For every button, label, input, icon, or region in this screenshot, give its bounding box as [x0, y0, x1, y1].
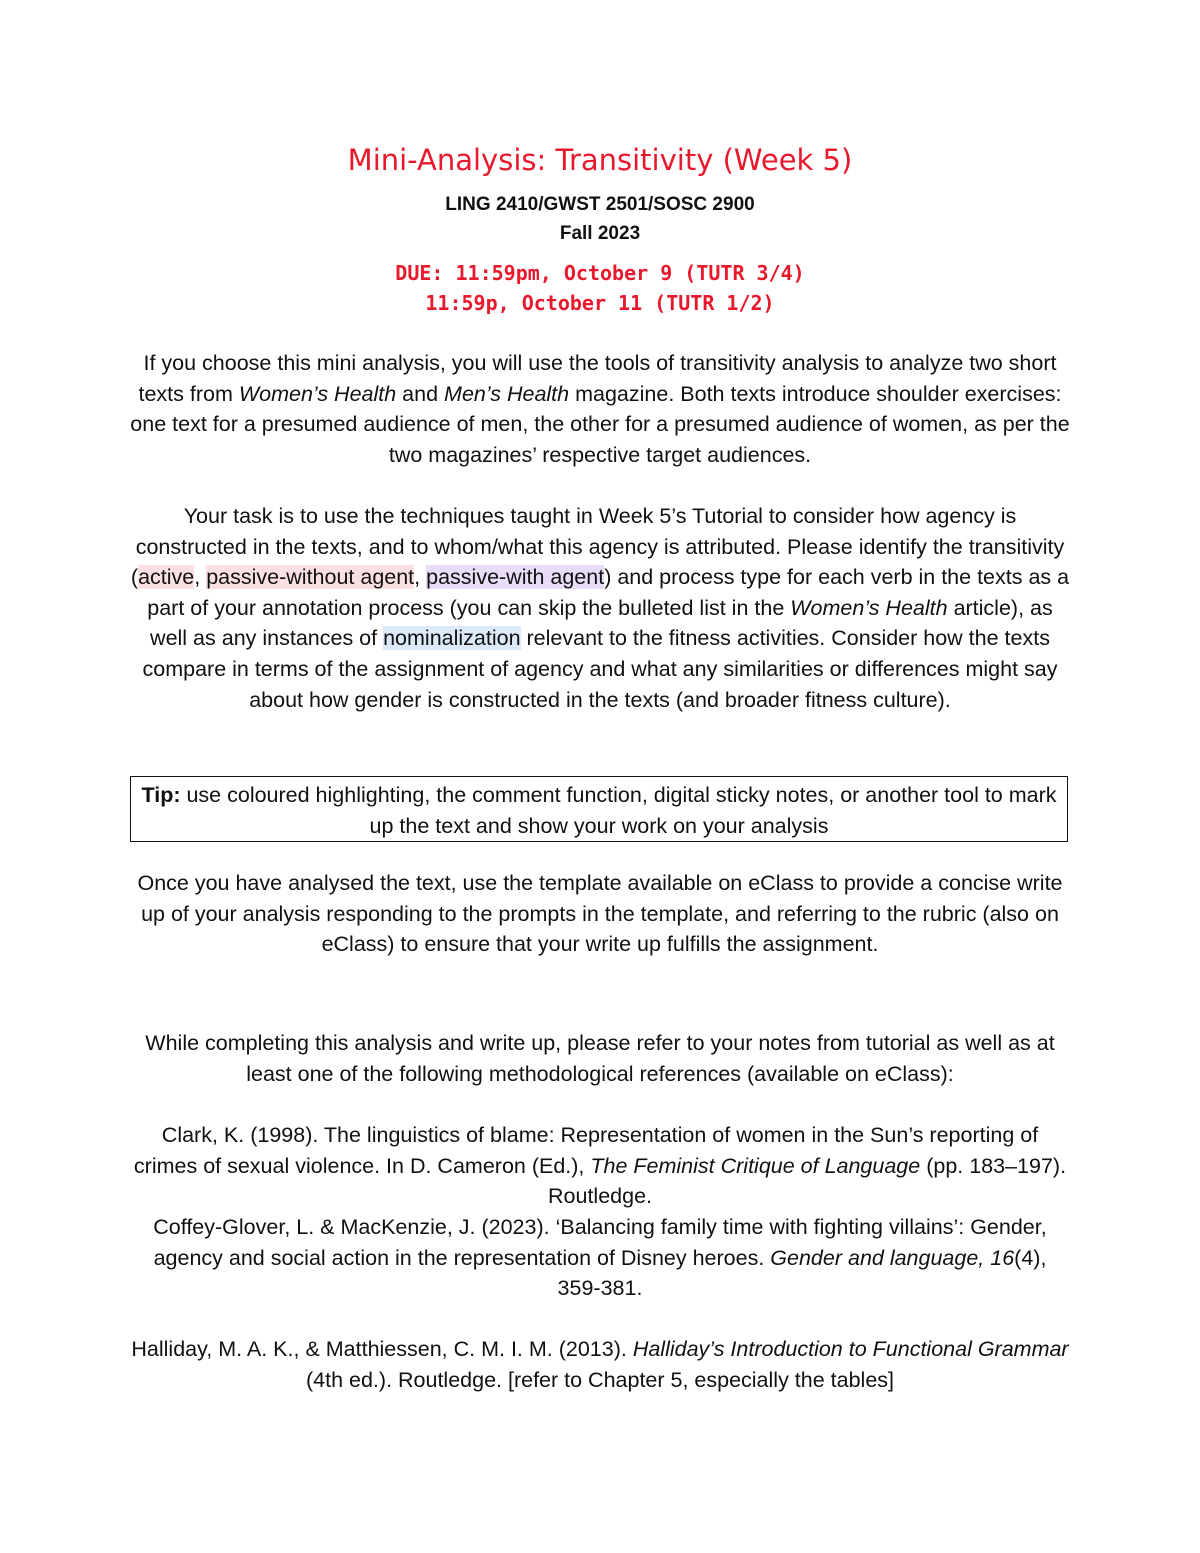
task-paragraph: Your task is to use the techniques taught in Week 5’s Tutorial to consider how agency is constructed in the texts, and to whom/what this agency is attributed. Please identify the transitivity (active, passive-without agent, passive-with agent) and process type for each verb in the texts as a part of your annotation process (you can skip the bulleted list in the Women’s Health article), as well as any instances of nominalization relevant to the fitness activities. Consider how the texts compare in terms of the assignment of agency and what any similarities or differences might say about how gender is constructed in the texts (and broader fitness culture).: [130, 504, 1070, 712]
reference-item: Clark, K. (1998). The linguistics of blame: Representation of women in the Sun’s reporting of crimes of sexual violence. In D. Cameron (Ed.), The Feminist Critique of Language (pp. 183–197). Routledge.: [133, 1123, 1067, 1209]
magazine-name: Men’s Health: [444, 381, 570, 406]
tip-box: [130, 776, 1068, 842]
reference-item: Halliday, M. A. K., & Matthiessen, C. M. I. M. (2013). Halliday’s Introduction to Functional Grammar (4th ed.). Routledge. [refer to Chapter 5, especially the tables]: [131, 1337, 1069, 1392]
due-date-line-2: 11:59p, October 11 (TUTR 1/2): [425, 291, 775, 315]
magazine-name: Women’s Health: [790, 595, 948, 620]
intro-paragraph: If you choose this mini analysis, you will use the tools of transitivity analysis to analyze two short texts from Women’s Health and Men’s Health magazine. Both texts introduce shoulder exercises: one text for a presumed audience of men, the other for a presumed audience of women, as per the two magazines’ respective target audiences.: [130, 351, 1070, 467]
highlight-nominalization: nominalization: [383, 626, 521, 651]
tip-label: Tip:: [141, 783, 181, 807]
due-date-line-1: DUE: 11:59pm, October 9 (TUTR 3/4): [395, 261, 805, 285]
tip-text: use coloured highlighting, the comment function, digital sticky notes, or another tool to mark up the text and show your work on your analysis: [180, 783, 1057, 838]
highlight-active: active: [138, 565, 195, 590]
writeup-paragraph: Once you have analysed the text, use the template available on eClass to provide a concise write up of your analysis responding to the prompts in the template, and referring to the rubric (also on eClass) to ensure that your write up fulfills the assignment.: [137, 871, 1063, 957]
references-intro: While completing this analysis and write up, please refer to your notes from tutorial as well as at least one of the following methodological references (available on eClass):: [145, 1031, 1055, 1086]
course-codes: LING 2410/GWST 2501/SOSC 2900: [445, 194, 755, 215]
reference-item: Coffey-Glover, L. & MacKenzie, J. (2023). ‘Balancing family time with fighting villains’: Gender, agency and social action in the representation of Disney heroes. Gender and language, 16(4), 359-381.: [153, 1215, 1047, 1301]
highlight-passive-without-agent: passive-without agent: [206, 565, 415, 590]
magazine-name: Women’s Health: [238, 381, 397, 406]
highlight-passive-with-agent: passive-with agent: [426, 565, 605, 590]
page-title: Mini-Analysis: Transitivity (Week 5): [347, 143, 853, 177]
term: Fall 2023: [559, 223, 641, 244]
